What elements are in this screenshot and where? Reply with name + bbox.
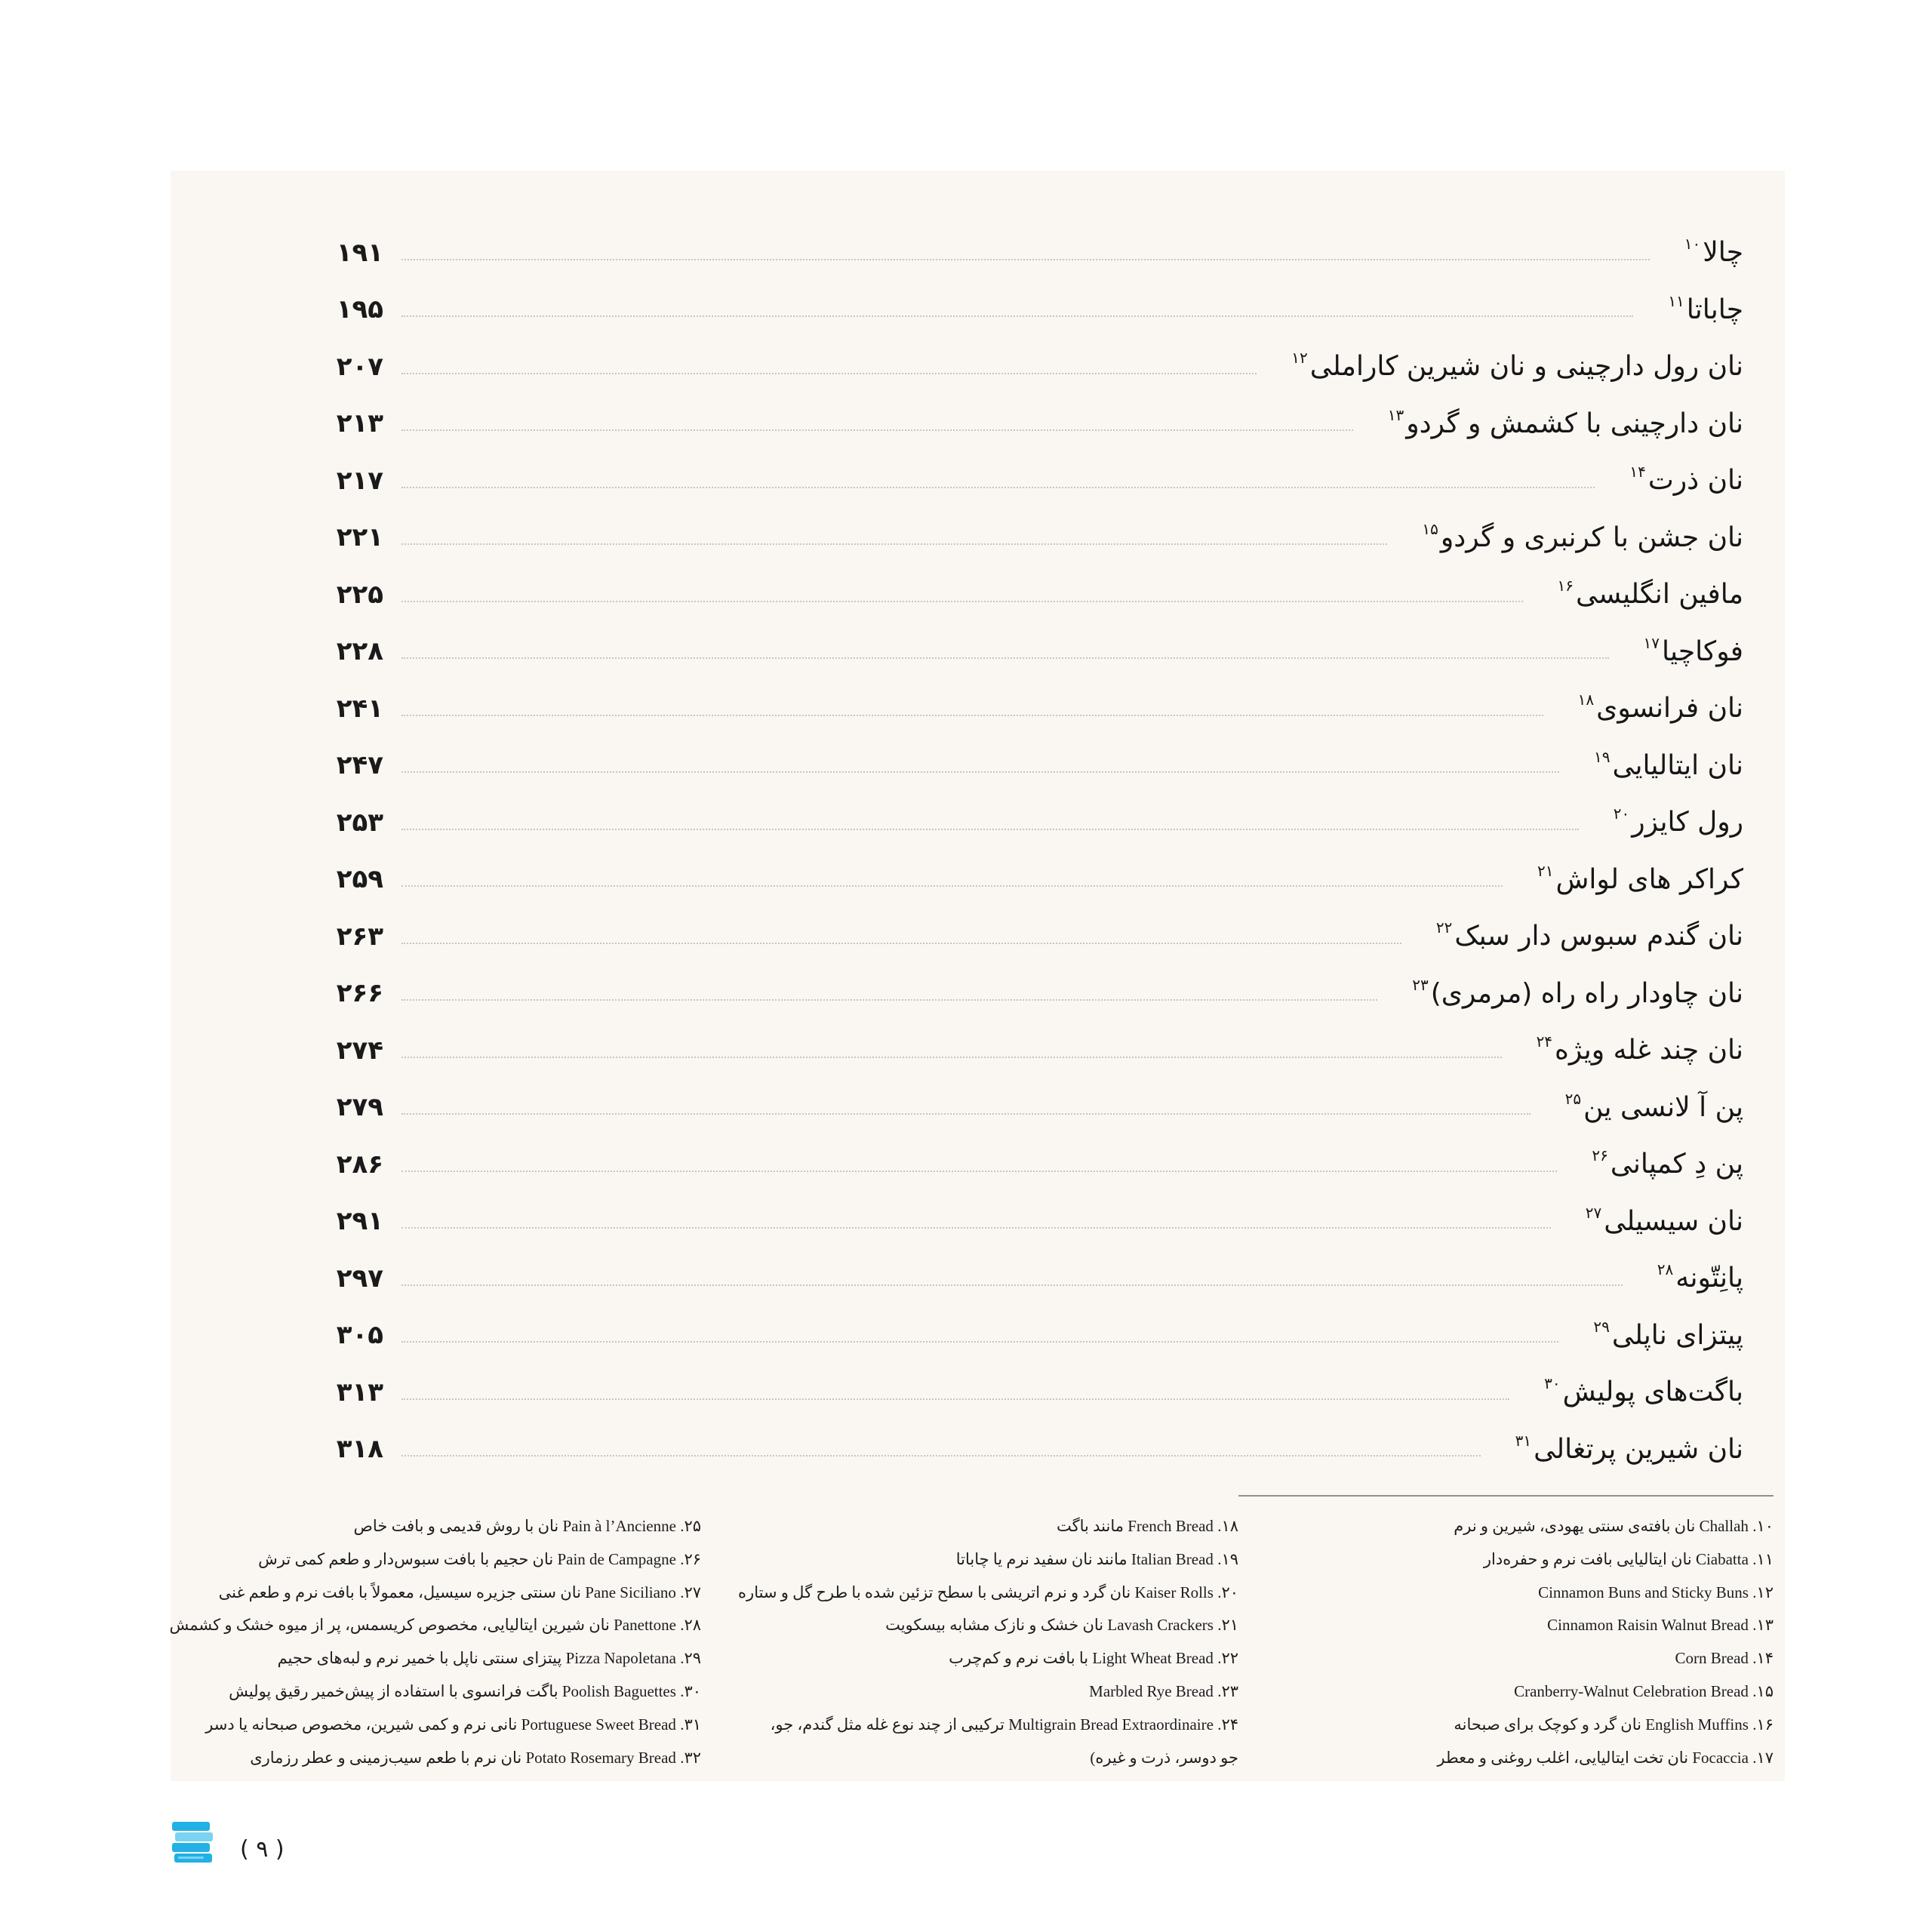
toc-entry-title-text: نان گندم سبوس دار سبک [1454, 921, 1743, 952]
dot-leader [401, 487, 1595, 488]
toc-entry-page-number: ۱۹۱ [336, 237, 383, 268]
toc-entry-title [1544, 1374, 1743, 1408]
toc-entry-title [1536, 1032, 1743, 1066]
toc-entry [332, 224, 1743, 281]
toc-entry-title [1593, 747, 1743, 781]
toc-entry-title [1657, 1260, 1743, 1294]
toc-entry-page-number: ۲۶۶ [336, 978, 383, 1009]
footnote-line: ۲۶. Pain de Campagne نان حجیم با بافت سبوس‌دار و طعم کمی ترش [258, 1549, 701, 1568]
dot-leader [401, 1171, 1557, 1172]
toc-entry-title [1537, 861, 1743, 895]
toc-entry-title-text: نان رول دارچینی و نان شیرین کاراملی [1309, 351, 1743, 383]
toc-entry [332, 1193, 1743, 1251]
toc-entry-title [1585, 1203, 1743, 1237]
footnote-line: ۱۷. Focaccia نان تخت ایتالیایی، اغلب روغنی و معطر [1437, 1748, 1774, 1767]
footnote-line: ۲۹. Pizza Napoletana پیتزای سنتی ناپل با خمیر نرم و لبه‌های حجیم [277, 1649, 701, 1668]
dot-leader [401, 657, 1609, 659]
toc-entry-title-text: نان چند غله ویژه [1555, 1035, 1743, 1066]
footnote-marker: ۱۵ [1422, 519, 1438, 538]
toc-entry-title-text: نان فرانسوی [1596, 693, 1743, 724]
toc-entry-title-text: رول کایزر [1632, 807, 1743, 838]
toc-entry [332, 1022, 1743, 1079]
dot-leader [401, 715, 1543, 716]
toc-entry [332, 566, 1743, 623]
toc-entry-page-number: ۲۹۱ [336, 1206, 383, 1237]
footnote-marker: ۲۰ [1613, 804, 1630, 823]
toc-entry-title [1593, 1317, 1743, 1351]
footnote-line: ۲۸. Panettone نان شیرین ایتالیایی، مخصوص کریسمس، پر از میوه خشک و کشمش [169, 1616, 701, 1635]
toc-entry-page-number: ۲۷۹ [336, 1092, 383, 1123]
toc-entry-page-number: ۲۵۹ [336, 864, 383, 895]
footnote-marker: ۱۶ [1557, 577, 1574, 595]
toc-entry-title-text: چاباتا [1686, 294, 1743, 325]
dot-leader [401, 601, 1523, 602]
toc-entry [332, 965, 1743, 1023]
footnote-marker: ۱۱ [1668, 291, 1684, 310]
footnote-line: ۲۰. Kaiser Rolls نان گرد و نرم اتریشی با سطح تزئین شده با طرح گل و ستاره [738, 1583, 1238, 1601]
toc-entry-page-number: ۲۷۴ [336, 1035, 383, 1066]
footnote-marker: ۱۲ [1291, 349, 1308, 368]
footnote-marker: ۱۹ [1593, 747, 1611, 766]
toc-entry-page-number: ۲۲۵ [336, 579, 383, 610]
toc-entry-title [1435, 918, 1743, 952]
toc-entry-title-text: نان سیسیلی [1604, 1205, 1743, 1237]
toc-entry [332, 737, 1743, 795]
toc-entry-title [1668, 291, 1743, 325]
toc-entry-page-number: ۲۴۷ [336, 750, 383, 781]
stacked-books-icon [171, 1819, 214, 1867]
footnote-line: جو دوسر، ذرت و غیره) [1090, 1748, 1238, 1767]
toc-entry [332, 281, 1743, 339]
toc-entry [332, 1307, 1743, 1364]
toc-entry-page-number: ۱۹۵ [336, 294, 383, 325]
toc-entry-page-number: ۲۶۳ [336, 921, 383, 952]
toc-entry-title-text: کراکر های لواش [1555, 863, 1743, 895]
dot-leader [401, 771, 1559, 773]
toc-entry-title [1422, 519, 1743, 553]
toc-entry-title-text: فوکاچیا [1662, 635, 1743, 667]
footnotes-column-2 [718, 1510, 1238, 1774]
footnote-marker: ۱۳ [1387, 405, 1404, 424]
toc-entry-page-number: ۲۰۷ [336, 351, 383, 382]
toc-entry-title-text: نان شیرین پرتغالی [1534, 1433, 1743, 1465]
toc-entry-page-number: ۳۱۸ [336, 1434, 383, 1465]
toc-entry-title-text: نان چاودار راه راه (مرمری) [1430, 977, 1743, 1009]
toc-entry-title-text: باگت‌های پولیش [1562, 1377, 1743, 1408]
toc-entry-page-number: ۲۴۱ [336, 693, 383, 724]
footnote-line: ۱۰. Challah نان بافته‌ی سنتی یهودی، شیرین و نرم [1454, 1517, 1774, 1535]
dot-leader [401, 1227, 1551, 1229]
toc-entry [332, 908, 1743, 965]
toc-entry-title [1558, 579, 1743, 610]
dot-leader [401, 1057, 1502, 1058]
toc-entry-title-text: نان ایتالیایی [1612, 749, 1743, 781]
toc-entry-page-number: ۲۲۸ [336, 636, 383, 667]
toc-entry-title [1291, 351, 1743, 382]
footnote-marker: ۳۰ [1544, 1374, 1561, 1393]
footnote-line: ۱۵. Cranberry-Walnut Celebration Bread [1514, 1681, 1774, 1700]
footnote-marker: ۱۴ [1629, 463, 1646, 481]
toc-entry-title-text: پانِتّونه [1675, 1263, 1743, 1294]
toc-entry-title [1643, 633, 1743, 667]
dot-leader [401, 543, 1387, 545]
toc-entry-page-number: ۲۸۶ [336, 1149, 383, 1180]
toc-entry [332, 1250, 1743, 1307]
toc-entry-page-number: ۳۰۵ [336, 1320, 383, 1351]
footnote-marker: ۲۴ [1536, 1032, 1553, 1051]
dot-leader [401, 429, 1353, 431]
footnote-marker: ۲۱ [1537, 861, 1554, 880]
toc-entry-title [1564, 1089, 1743, 1123]
footnote-line: ۲۵. Pain à l’Ancienne نان با روش قدیمی و بافت خاص [353, 1517, 701, 1535]
toc-entry-title-text: پن دِ کمپانی [1610, 1149, 1743, 1180]
toc-entry-page-number: ۲۹۷ [336, 1263, 383, 1294]
toc-entry-title-text: نان ذرت [1647, 465, 1743, 497]
dot-leader [401, 259, 1650, 260]
toc-entry-title [1592, 1146, 1743, 1180]
toc-entry-title [1578, 693, 1743, 724]
toc-entry-title [1387, 405, 1743, 439]
footnote-line: ۱۲. Cinnamon Buns and Sticky Buns [1538, 1583, 1774, 1601]
footnote-line: ۱۶. English Muffins نان گرد و کوچک برای صبحانه [1454, 1715, 1774, 1734]
toc-entry-title-text: پیتزای ناپلی [1611, 1319, 1743, 1351]
footnote-marker: ۲۶ [1592, 1146, 1608, 1165]
footnote-marker: ۲۸ [1657, 1260, 1674, 1279]
footnote-line: ۱۳. Cinnamon Raisin Walnut Bread [1547, 1616, 1774, 1635]
footnote-marker: ۲۷ [1585, 1203, 1602, 1222]
dot-leader [401, 885, 1503, 887]
footnote-marker: ۱۸ [1577, 691, 1595, 709]
toc-entry-title [1515, 1431, 1743, 1465]
toc-entry-title-text: مافین انگلیسی [1576, 579, 1743, 611]
footnote-line: ۱۹. Italian Bread مانند نان سفید نرم یا چاباتا [955, 1549, 1238, 1568]
footnote-marker: ۳۱ [1515, 1431, 1532, 1450]
dot-leader [401, 829, 1579, 830]
toc-entry [332, 1421, 1743, 1478]
toc-entry-title [1412, 975, 1743, 1009]
toc-entry [332, 851, 1743, 909]
dot-leader [401, 943, 1401, 944]
toc-entry [332, 452, 1743, 509]
toc-entry [332, 509, 1743, 567]
dot-leader [401, 1284, 1623, 1286]
toc-entry [332, 623, 1743, 681]
footnote-marker: ۲۹ [1593, 1317, 1610, 1336]
footnote-line: ۲۱. Lavash Crackers نان خشک و نازک مشابه بیسکویت [885, 1616, 1238, 1635]
dot-leader [401, 1341, 1558, 1343]
footnote-line: ۳۲. Potato Rosemary Bread نان نرم با طعم سیب‌زمینی و عطر رزماری [250, 1748, 701, 1767]
footnote-line: ۲۴. Multigrain Bread Extraordinaire ترکیبی از چند نوع غله مثل گندم، جو، [770, 1715, 1238, 1734]
toc-entry-page-number: ۲۵۳ [336, 807, 383, 838]
footnote-marker: ۲۵ [1564, 1089, 1582, 1108]
footnote-line: ۱۱. Ciabatta نان ایتالیایی بافت نرم و حفره‌دار [1483, 1549, 1774, 1568]
toc-entry-page-number: ۲۱۳ [336, 408, 383, 439]
toc-entry [332, 1079, 1743, 1137]
toc-entry [332, 794, 1743, 851]
toc-entry-title-text: پن آ لانسی ین [1583, 1091, 1743, 1123]
footnote-marker: ۱۷ [1643, 633, 1660, 652]
footnote-separator [1238, 1495, 1774, 1497]
toc-entry [332, 338, 1743, 395]
footnote-line: ۲۷. Pane Siciliano نان سنتی جزیره سیسیل، معمولاً با بافت نرم و طعم غنی [218, 1583, 701, 1601]
dot-leader [401, 315, 1633, 317]
toc-entry-title [1613, 804, 1743, 838]
footnotes-column-1 [1245, 1510, 1774, 1774]
footnotes-column-3 [169, 1510, 701, 1774]
toc-entry [332, 680, 1743, 737]
toc-entry [332, 395, 1743, 453]
page-number: ( ۹ ) [240, 1836, 285, 1863]
dot-leader [401, 1113, 1531, 1115]
toc-entry-title-text: نان دارچینی با کشمش و گردو [1406, 408, 1743, 439]
footnote-line: ۱۸. French Bread مانند باگت [1057, 1517, 1238, 1535]
toc-entry-page-number: ۲۱۷ [336, 465, 383, 496]
toc-entry [332, 1136, 1743, 1193]
toc-entry-title-text: چالا [1703, 237, 1743, 269]
toc-entry-page-number: ۳۱۳ [336, 1377, 383, 1407]
footnote-line: ۱۴. Corn Bread [1675, 1649, 1774, 1668]
dot-leader [401, 1455, 1481, 1457]
toc-entry-title [1684, 237, 1743, 268]
footnote-marker: ۲۳ [1412, 975, 1429, 994]
toc-entry-title [1629, 465, 1743, 496]
toc-entry [332, 1364, 1743, 1421]
table-of-contents [332, 224, 1743, 1478]
toc-entry-page-number: ۲۲۱ [336, 522, 383, 553]
dot-leader [401, 1398, 1509, 1400]
dot-leader [401, 999, 1377, 1001]
footnote-line: ۲۳. Marbled Rye Bread [1089, 1681, 1238, 1700]
toc-entry-title-text: نان جشن با کرنبری و گردو [1440, 521, 1743, 553]
footnote-marker: ۱۰ [1684, 235, 1701, 254]
footnote-line: ۳۱. Portuguese Sweet Bread نانی نرم و کمی شیرین، مخصوص صبحانه یا دسر [205, 1715, 701, 1734]
footnote-line: ۳۰. Poolish Baguettes باگت فرانسوی با استفاده از پیش‌خمیر رقیق پولیش [229, 1681, 701, 1700]
footnote-marker: ۲۲ [1435, 918, 1453, 937]
footnote-line: ۲۲. Light Wheat Bread با بافت نرم و کم‌چرب [949, 1649, 1238, 1668]
dot-leader [401, 373, 1257, 374]
